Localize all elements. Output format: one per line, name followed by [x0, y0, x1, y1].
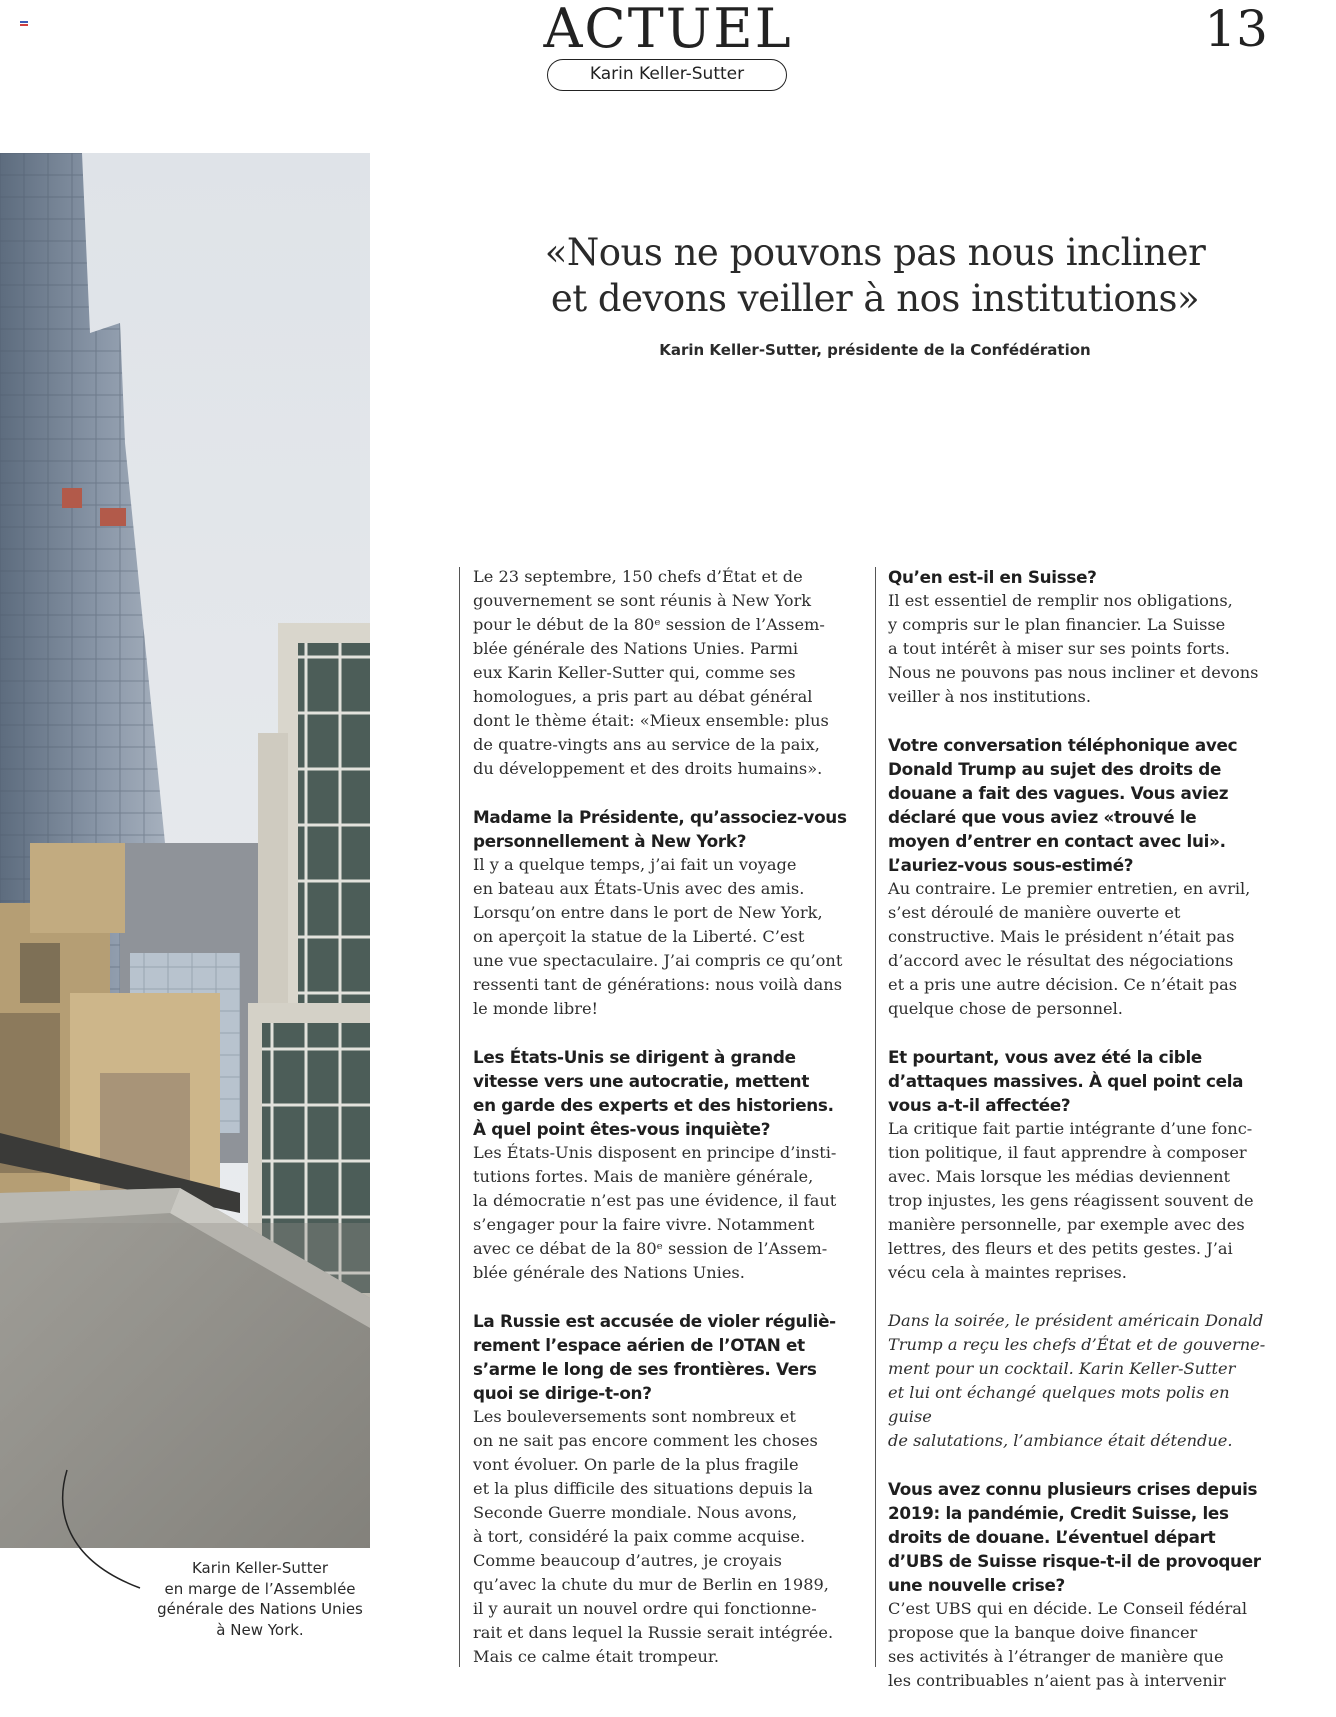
qa-block [473, 1045, 863, 1285]
text-line: et a pris une autre décision. Ce n’était pas [888, 975, 1238, 994]
text-line: lettres, des fleurs et des petits gestes. J’ai [888, 1239, 1233, 1258]
text-line: s’arme le long de ses frontières. Vers [473, 1359, 817, 1379]
right-column [888, 565, 1278, 1717]
text-line: vous a-t-il affectée? [888, 1095, 1071, 1115]
qa-block [888, 1477, 1278, 1693]
text-line: douane a fait des vagues. Vous aviez [888, 783, 1229, 803]
question [888, 733, 1278, 877]
question [888, 1477, 1278, 1597]
text-line: droits de douane. L’éventuel départ [888, 1527, 1216, 1547]
section-title: ACTUEL [543, 0, 793, 60]
text-line: personnellement à New York? [473, 831, 747, 851]
text-line: une vue spectaculaire. J’ai compris ce qu’ont [473, 951, 843, 970]
text-line: Votre conversation téléphonique avec [888, 735, 1238, 755]
text-line: en bateau aux États-Unis avec des amis. [473, 879, 805, 898]
text-line: À quel point êtes-vous inquiète? [473, 1119, 771, 1139]
text-line: Il est essentiel de remplir nos obligations, [888, 591, 1233, 610]
text-line: on ne sait pas encore comment les choses [473, 1431, 818, 1450]
text-line: Le 23 septembre, 150 chefs d’État et de [473, 567, 803, 586]
text-line: rait et dans lequel la Russie serait intégrée. [473, 1623, 834, 1642]
text-line: Qu’en est-il en Suisse? [888, 567, 1097, 587]
italic-paragraph [888, 1309, 1278, 1453]
text-line: blée générale des Nations Unies. Parmi [473, 639, 799, 658]
text-line: Mais ce calme était trompeur. [473, 1647, 719, 1666]
text-line: Et pourtant, vous avez été la cible [888, 1047, 1203, 1067]
answer [473, 1405, 863, 1669]
photo-caption [130, 1558, 390, 1640]
text-line: en garde des experts et des historiens. [473, 1095, 834, 1115]
headline [520, 230, 1230, 322]
caption-line: Karin Keller-Sutter [191, 1559, 329, 1577]
article-photo [0, 153, 370, 1548]
qa-block [888, 1045, 1278, 1285]
column-divider [459, 567, 460, 1667]
text-line: L’auriez-vous sous-estimé? [888, 855, 1134, 875]
text-line: déclaré que vous aviez «trouvé le [888, 807, 1197, 827]
text-line: La Russie est accusée de violer réguliè- [473, 1311, 836, 1331]
text-line: Seconde Guerre mondiale. Nous avons, [473, 1503, 798, 1522]
question [473, 1309, 863, 1405]
text-line: tutions fortes. Mais de manière générale, [473, 1167, 814, 1186]
caption-line: à New York. [216, 1620, 304, 1639]
answer [473, 1141, 863, 1285]
text-line: Donald Trump au sujet des droits de [888, 759, 1222, 779]
text-line: homologues, a pris part au débat général [473, 687, 813, 706]
text-line: la démocratie n’est pas une évidence, il faut [473, 1191, 837, 1210]
text-line: eux Karin Keller-Sutter qui, comme ses [473, 663, 796, 682]
caption-line: générale des Nations Unies [157, 1600, 363, 1618]
byline: Karin Keller-Sutter, présidente de la Confédération [659, 341, 1091, 359]
answer [888, 1597, 1278, 1693]
text-line: propose que la banque doive financer [888, 1623, 1198, 1642]
qa-block [473, 805, 863, 1021]
text-line: vont évoluer. On parle de la plus fragile [473, 1455, 799, 1474]
text-line: s’est déroulé de manière ouverte et [888, 903, 1181, 922]
question [888, 565, 1278, 589]
text-line: 2019: la pandémie, Credit Suisse, les [888, 1503, 1229, 1523]
text-line: et la plus difficile des situations depuis la [473, 1479, 813, 1498]
text-line: constructive. Mais le président n’était pas [888, 927, 1235, 946]
text-line: Madame la Présidente, qu’associez-vous [473, 807, 847, 827]
text-line: il y aurait un nouvel ordre qui fonctionne- [473, 1599, 817, 1618]
text-line: s’engager pour la faire vivre. Notamment [473, 1215, 815, 1234]
text-line: les contribuables n’aient pas à intervenir [888, 1671, 1226, 1690]
text-line: Les États-Unis se dirigent à grande [473, 1047, 796, 1067]
text-line: avec. Mais lorsque les médias deviennent [888, 1167, 1231, 1186]
question [473, 805, 863, 853]
column-divider [875, 567, 876, 1667]
text-line: vécu cela à maintes reprises. [888, 1263, 1127, 1282]
text-line: Trump a reçu les chefs d’État et de gouverne- [888, 1335, 1266, 1354]
text-line: C’est UBS qui en décide. Le Conseil fédéral [888, 1599, 1248, 1618]
question [888, 1045, 1278, 1117]
text-line: gouvernement se sont réunis à New York [473, 591, 812, 610]
intro-paragraph [473, 565, 863, 781]
text-line: Les États-Unis disposent en principe d’insti- [473, 1143, 837, 1162]
text-line: Il y a quelque temps, j’ai fait un voyage [473, 855, 797, 874]
text-line: trop injustes, les gens réagissent souvent de [888, 1191, 1254, 1210]
answer [888, 877, 1278, 1021]
qa-block [888, 565, 1278, 709]
text-line: quoi se dirige-t-on? [473, 1383, 652, 1403]
text-line: Vous avez connu plusieurs crises depuis [888, 1479, 1258, 1499]
text-line: Au contraire. Le premier entretien, en avril, [888, 879, 1251, 898]
answer [473, 853, 863, 1021]
text-line: d’UBS de Suisse risque-t-il de provoquer [888, 1551, 1261, 1571]
text-line: une nouvelle crise? [888, 1575, 1065, 1595]
text-line: et lui ont échangé quelques mots polis en guise [888, 1383, 1230, 1426]
text-line: qu’avec la chute du mur de Berlin en 1989, [473, 1575, 829, 1594]
text-line: de salutations, l’ambiance était détendue. [888, 1431, 1233, 1450]
text-line: ressenti tant de générations: nous voilà dans [473, 975, 843, 994]
text-line: manière personnelle, par exemple avec des [888, 1215, 1245, 1234]
text-line: le monde libre! [473, 999, 599, 1018]
headline-line: «Nous ne pouvons pas nous incliner [544, 231, 1206, 274]
text-line: Lorsqu’on entre dans le port de New York, [473, 903, 823, 922]
text-line: Comme beaucoup d’autres, je croyais [473, 1551, 782, 1570]
topic-tag[interactable]: Karin Keller-Sutter [547, 59, 787, 91]
text-line: de quatre-vingts ans au service de la paix, [473, 735, 820, 754]
headline-line: et devons veiller à nos institutions» [550, 277, 1200, 320]
text-line: on aperçoit la statue de la Liberté. C’est [473, 927, 805, 946]
question [473, 1045, 863, 1141]
answer [888, 589, 1278, 709]
text-line: d’attaques massives. À quel point cela [888, 1071, 1244, 1091]
caption-line: en marge de l’Assemblée [164, 1579, 356, 1598]
text-line: pour le début de la 80ᵉ session de l’Assem- [473, 615, 825, 634]
text-line: blée générale des Nations Unies. [473, 1263, 745, 1282]
qa-block [888, 733, 1278, 1021]
text-line: tion politique, il faut apprendre à composer [888, 1143, 1247, 1162]
page-number: 13 [1204, 0, 1268, 58]
qa-block [473, 1309, 863, 1669]
text-line: quelque chose de personnel. [888, 999, 1123, 1018]
text-line: ses activités à l’étranger de manière que [888, 1647, 1224, 1666]
text-line: Dans la soirée, le président américain Donald [888, 1311, 1264, 1330]
left-column [473, 565, 863, 1693]
text-line: à tort, considéré la paix comme acquise. [473, 1527, 806, 1546]
text-line: dont le thème était: «Mieux ensemble: plus [473, 711, 829, 730]
text-line: Nous ne pouvons pas nous incliner et devons [888, 663, 1259, 682]
text-line: avec ce débat de la 80ᵉ session de l’Assem- [473, 1239, 828, 1258]
text-line: ment pour un cocktail. Karin Keller-Sutter [888, 1359, 1236, 1378]
text-line: Les bouleversements sont nombreux et [473, 1407, 796, 1426]
text-line: d’accord avec le résultat des négociations [888, 951, 1234, 970]
text-line: moyen d’entrer en contact avec lui». [888, 831, 1226, 851]
text-line: rement l’espace aérien de l’OTAN et [473, 1335, 805, 1355]
text-line: du développement et des droits humains». [473, 759, 823, 778]
text-line: y compris sur le plan financier. La Suisse [888, 615, 1226, 634]
text-line: vitesse vers une autocratie, mettent [473, 1071, 810, 1091]
text-line: veiller à nos institutions. [888, 687, 1091, 706]
answer [888, 1117, 1278, 1285]
text-line: La critique fait partie intégrante d’une fonc- [888, 1119, 1253, 1138]
text-line: a tout intérêt à miser sur ses points forts. [888, 639, 1230, 658]
